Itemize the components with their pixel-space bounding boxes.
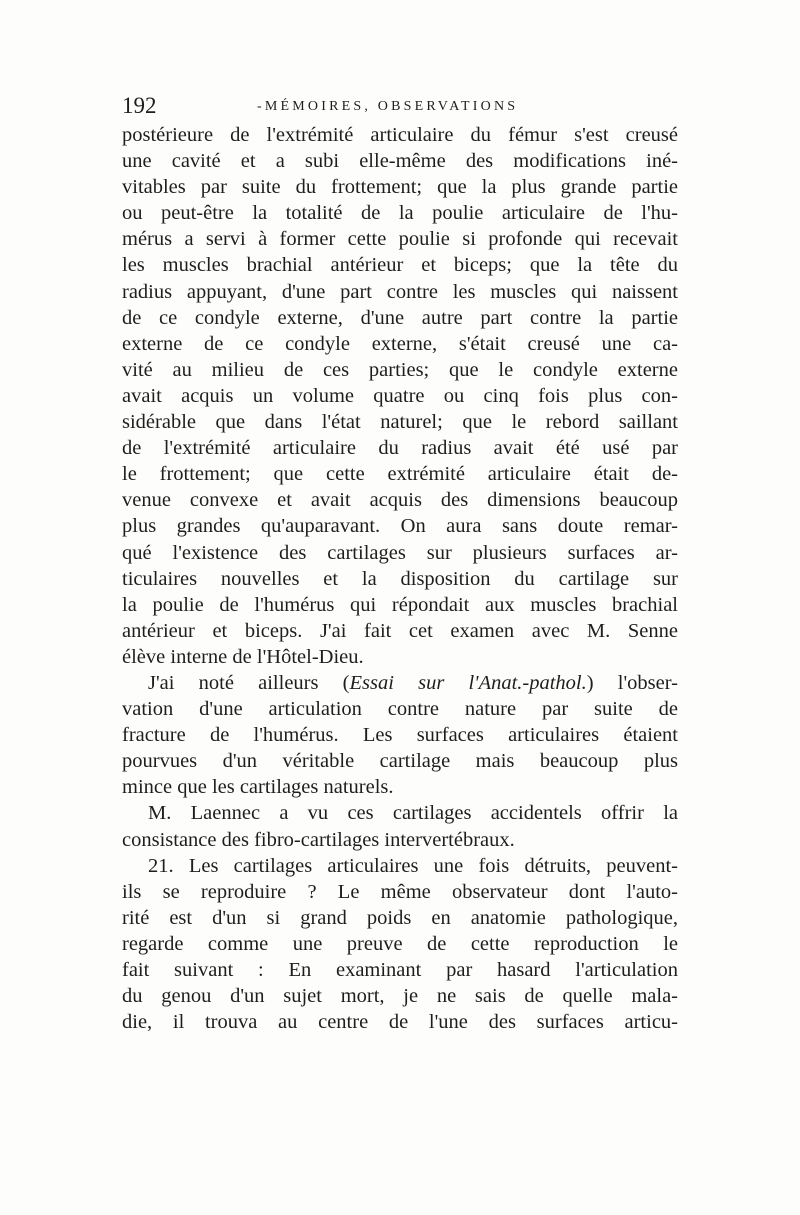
text-run: J'ai noté ailleurs (	[148, 671, 350, 694]
text-line: vation d'une articulation contre nature par suite de	[122, 698, 678, 721]
text-line: rité est d'un si grand poids en anatomie pathologique,	[122, 906, 678, 929]
page-header	[122, 93, 682, 119]
text-line: vité au milieu de ces parties; que le condyle externe	[122, 358, 678, 381]
text-line: M. Laennec a vu ces cartilages accidentels offrir la	[148, 802, 678, 825]
text-line: fait suivant : En examinant par hasard l'articulation	[122, 959, 678, 981]
text-line: externe de ce condyle externe, s'était creusé une ca-	[122, 332, 678, 355]
text-line: postérieure de l'extrémité articulaire du fémur s'est creusé	[122, 124, 678, 146]
text-line: les muscles brachial antérieur et biceps; que la tête du	[122, 254, 678, 277]
text-line: ticulaires nouvelles et la disposition du cartilage sur	[122, 567, 678, 590]
text-line: pourvues d'un véritable cartilage mais beaucoup plus	[122, 750, 678, 773]
text-line: plus grandes qu'auparavant. On aura sans doute remar-	[122, 515, 678, 538]
text-line: élève interne de l'Hôtel-Dieu.	[122, 645, 364, 668]
italic-title: Essai sur l'Anat.-pathol.	[349, 671, 587, 694]
text-line: fracture de l'humérus. Les surfaces articulaires étaient	[122, 724, 678, 747]
text-line: 21. Les cartilages articulaires une fois détruits, peuvent-	[148, 854, 678, 877]
text-line: sidérable que dans l'état naturel; que le rebord saillant	[122, 411, 678, 434]
page-number: 192	[122, 93, 157, 118]
text-line: radius appuyant, d'une part contre les muscles qui naissent	[122, 280, 678, 303]
text-line	[122, 670, 678, 696]
text-line: le frottement; que cette extrémité articulaire était de-	[122, 463, 678, 486]
running-title: -MÉMOIRES, OBSERVATIONS	[257, 99, 519, 114]
text-line: regarde comme une preuve de cette reproduction le	[122, 932, 678, 955]
text-line: die, il trouva au centre de l'une des surfaces articu-	[122, 1011, 678, 1034]
text-line: une cavité et a subi elle-même des modifications iné-	[122, 150, 678, 173]
text-run: ) l'obser-	[586, 671, 678, 694]
body-text	[122, 122, 678, 1035]
text-line: mince que les cartilages naturels.	[122, 776, 394, 799]
text-line: consistance des fibro-cartilages intervertébraux.	[122, 828, 515, 851]
text-line: la poulie de l'humérus qui répondait aux muscles brachial	[122, 593, 678, 616]
text-line: vitables par suite du frottement; que la plus grande partie	[122, 176, 678, 199]
text-line: du genou d'un sujet mort, je ne sais de quelle mala-	[122, 985, 678, 1008]
text-line: mérus a servi à former cette poulie si profonde qui recevait	[122, 228, 678, 251]
text-line: de l'extrémité articulaire du radius avait été usé par	[122, 437, 678, 460]
text-line: ou peut-être la totalité de la poulie articulaire de l'hu-	[122, 202, 678, 225]
text-line: venue convexe et avait acquis des dimensions beaucoup	[122, 489, 678, 512]
text-line: qué l'existence des cartilages sur plusieurs surfaces ar-	[122, 541, 678, 564]
text-line: de ce condyle externe, d'une autre part contre la partie	[122, 306, 678, 329]
text-line: antérieur et biceps. J'ai fait cet examen avec M. Senne	[122, 619, 678, 642]
text-line: avait acquis un volume quatre ou cinq fois plus con-	[122, 384, 678, 407]
text-line: ils se reproduire ? Le même observateur dont l'auto-	[122, 880, 678, 903]
